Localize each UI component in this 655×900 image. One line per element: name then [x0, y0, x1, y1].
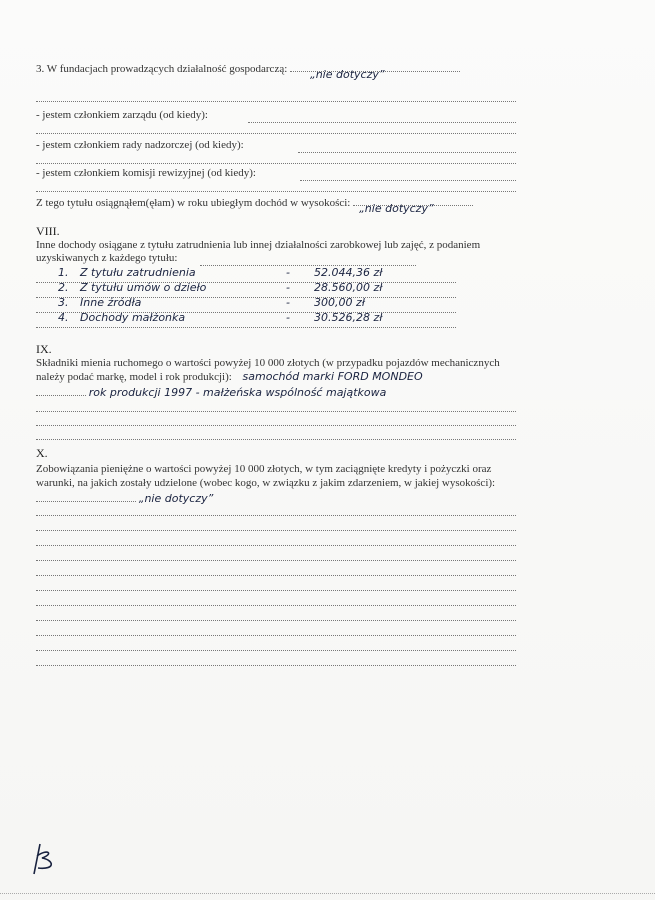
- income-answer: „nie dotyczy”: [359, 202, 434, 215]
- dotted-line: [36, 162, 516, 164]
- audit-member-line: - jestem członkiem komisji rewizyjnej (od kiedy):: [36, 167, 256, 179]
- section9-answer-1: samochód marki FORD MONDEO: [242, 370, 423, 383]
- dotted-line: [36, 619, 516, 621]
- income-row-desc: Inne źródła: [80, 296, 142, 309]
- dotted-line: [36, 574, 516, 576]
- section10-text-2: warunki, na jakich zostały udzielone (wobec kogo, w związku z jakim zdarzeniem, w jakiej wysokości):: [36, 477, 496, 489]
- dotted-line: [36, 132, 516, 134]
- dotted-line: [36, 424, 516, 426]
- income-row-amount: 52.044,36 zł: [314, 266, 383, 279]
- section9-answer-2: rok produkcji 1997 - małżeńska wspólność majątkowa: [88, 386, 387, 399]
- income-row-num: 3.: [58, 296, 69, 309]
- income-row-amount: 30.526,28 zł: [314, 311, 383, 324]
- income-row-desc: Z tytułu umów o dzieło: [80, 281, 207, 294]
- page-footer-edge: [0, 893, 655, 900]
- section10-text-1: Zobowiązania pieniężne o wartości powyżej 10 000 złotych, w tym zaciągnięte kredyty i pożyczki oraz: [36, 463, 492, 475]
- income-row-amount: 28.560,00 zł: [314, 281, 383, 294]
- section10-answer: „nie dotyczy”: [138, 492, 214, 505]
- supervisory-member-line: - jestem członkiem rady nadzorczej (od kiedy):: [36, 139, 244, 151]
- section8-text-1: Inne dochody osiągane z tytułu zatrudnienia lub innej działalności zarobkowej lub zajęć, z podaniem: [36, 239, 481, 251]
- dotted-line: [36, 634, 516, 636]
- section-heading-9: IX.: [36, 342, 52, 356]
- signature-initials: [28, 838, 62, 878]
- dotted-line: [36, 438, 516, 440]
- income-row-num: 4.: [58, 311, 69, 324]
- income-row-dash: -: [286, 266, 290, 279]
- section9-answer-row: [36, 386, 386, 400]
- dotted-line: [248, 121, 516, 123]
- income-row-num: 1.: [58, 266, 69, 279]
- income-line: Z tego tytułu osiągnąłem(ęłam) w roku ubiegłym dochód w wysokości: „nie dotyczy”: [36, 196, 473, 210]
- dotted-line: [36, 514, 516, 516]
- section9-text-1: Składniki mienia ruchomego o wartości powyżej 10 000 złotych (w przypadku pojazdów mechanicznych: [36, 357, 500, 369]
- dotted-line: [36, 559, 516, 561]
- income-row: [36, 311, 456, 328]
- board-member-line: - jestem członkiem zarządu (od kiedy):: [36, 109, 208, 121]
- income-row-num: 2.: [58, 281, 69, 294]
- income-row-desc: Dochody małżonka: [80, 311, 186, 324]
- income-row-dash: -: [286, 311, 290, 324]
- foundations-line: 3. W fundacjach prowadzących działalność gospodarczą: „nie dotyczy”: [36, 62, 460, 76]
- section-heading-8: VIII.: [36, 224, 60, 238]
- section8-text-2: uzyskiwanych z każdego tytułu:: [36, 252, 178, 264]
- dotted-line: [36, 649, 516, 651]
- foundations-answer: „nie dotyczy”: [310, 68, 385, 81]
- income-row-dash: -: [286, 296, 290, 309]
- dotted-line: [36, 190, 516, 192]
- section10-answer-row: [36, 492, 213, 506]
- dotted-line: [36, 589, 516, 591]
- income-row-amount: 300,00 zł: [314, 296, 365, 309]
- dotted-line: [300, 179, 516, 181]
- dotted-line: [36, 664, 516, 666]
- dotted-line: [36, 100, 516, 102]
- dotted-line: [298, 151, 516, 153]
- income-row-dash: -: [286, 281, 290, 294]
- dotted-line: [36, 529, 516, 531]
- income-row-desc: Z tytułu zatrudnienia: [80, 266, 196, 279]
- dotted-line: [36, 604, 516, 606]
- dotted-line: [36, 544, 516, 546]
- dotted-line: [36, 410, 516, 412]
- section9-text-2: należy podać markę, model i rok produkcji): samochód marki FORD MONDEO: [36, 370, 423, 383]
- section-heading-10: X.: [36, 446, 48, 460]
